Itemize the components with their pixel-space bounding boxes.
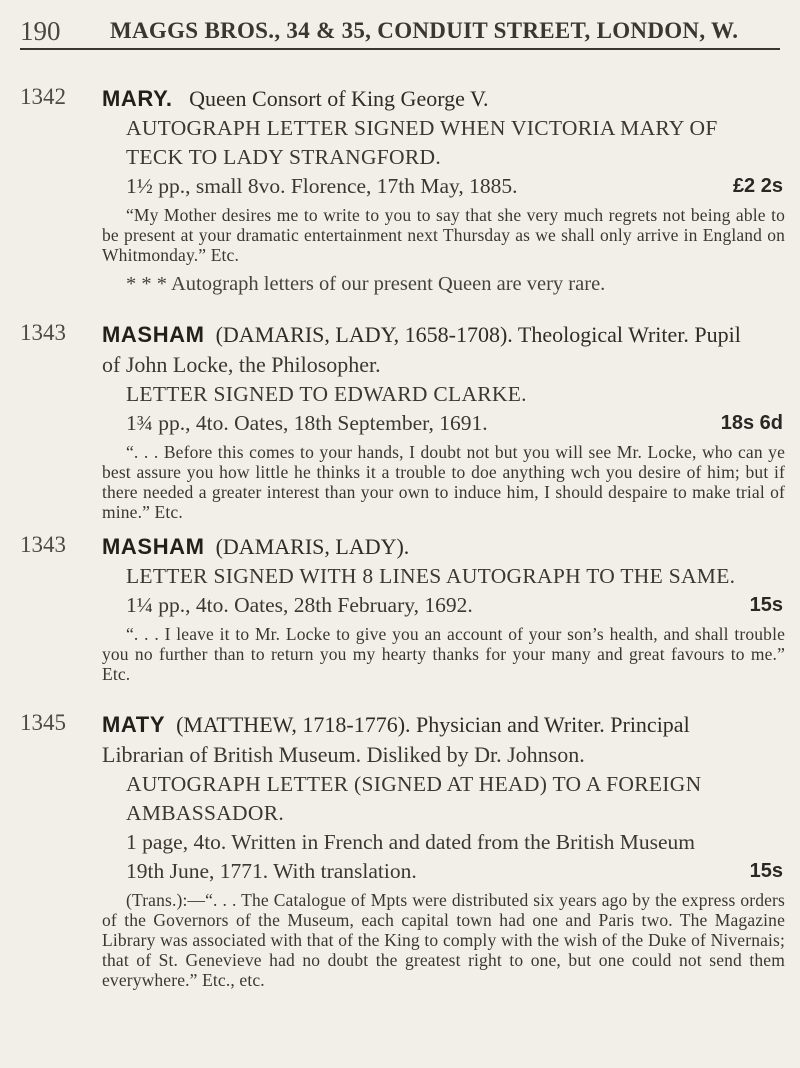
entry-name: MASHAM (102, 322, 205, 347)
lot-number: 1343 (20, 320, 66, 345)
letter-title: AUTOGRAPH LETTER SIGNED WHEN VICTORIA MARY OF (126, 116, 718, 140)
entry-description: (DAMARIS, LADY, 1658-1708). Theological Writer. Pupil (215, 322, 741, 347)
entry-name: MARY. (102, 86, 173, 111)
lot-number: 1345 (20, 710, 66, 735)
letter-title: LETTER SIGNED WITH 8 LINES AUTOGRAPH TO THE SAME. (126, 564, 736, 588)
letter-quote: “. . . Before this comes to your hands, I doubt not but you will see Mr. Locke, who can ye best assure you how little he thinks it a trouble to doe anything wch you desire of him; but if there needed a greater interest than your own to induce him, I should despaire to make trial of mine.” Etc. (102, 442, 785, 522)
format-details: 1¾ pp., 4to. Oates, 18th September, 1691. (126, 411, 488, 435)
entry-description: Librarian of British Museum. Disliked by Dr. Johnson. (102, 742, 585, 767)
entry-description: (MATTHEW, 1718-1776). Physician and Writer. Principal (176, 712, 690, 737)
format-line (102, 828, 785, 886)
entry-description: (DAMARIS, LADY). (215, 534, 410, 559)
editorial-note: * * * Autograph letters of our present Queen are very rare. (126, 273, 606, 295)
entry-description: Queen Consort of King George V. (189, 86, 489, 111)
publisher-heading: MAGGS BROS., 34 & 35, CONDUIT STREET, LONDON, W. (110, 18, 739, 43)
price: 15s (749, 860, 783, 882)
lot-number: 1342 (20, 84, 66, 109)
price: 15s (749, 594, 783, 616)
lot-number: 1343 (20, 532, 66, 557)
letter-quote: “My Mother desires me to write to you to say that she very much regrets not being able to be present at your dramatic entertainment next Thursday as we shall only arrive in England on Whitmonday.” Etc. (102, 205, 785, 265)
format-line (102, 591, 785, 620)
letter-title: TECK TO LADY STRANGFORD. (126, 145, 441, 169)
entry-name: MATY (102, 712, 166, 737)
page-number: 190 (20, 16, 61, 46)
letter-quote: (Trans.):—“. . . The Catalogue of Mpts were distributed six years ago by the express orders of the Governors of the Museum, each capital town had one and Paris two. The Magazine Library was associated with that of the King to comply with the wish of the Duke of Nivernais; that of St. Genevieve had no doubt the greatest right to one, but one could not send them everywhere.” Etc., etc. (102, 890, 785, 990)
price: 18s 6d (720, 412, 783, 434)
letter-title: LETTER SIGNED TO EDWARD CLARKE. (126, 382, 527, 406)
format-line (102, 172, 785, 201)
format-details: 1½ pp., small 8vo. Florence, 17th May, 1885. (126, 174, 518, 198)
format-line (102, 409, 785, 438)
format-details: 1 page, 4to. Written in French and dated from the British Museum 19th June, 1771. With translation. (126, 830, 695, 883)
entry-description: of John Locke, the Philosopher. (102, 352, 381, 377)
letter-title: AUTOGRAPH LETTER (SIGNED AT HEAD) TO A FOREIGN (126, 772, 702, 796)
letter-quote: “. . . I leave it to Mr. Locke to give you an account of your son’s health, and shall trouble you no further than to return you my hearty thanks for your many and great favours to me.” Etc. (102, 624, 785, 684)
running-head (20, 14, 780, 50)
entry-name: MASHAM (102, 534, 205, 559)
format-details: 1¼ pp., 4to. Oates, 28th February, 1692. (126, 593, 473, 617)
letter-title: AMBASSADOR. (126, 801, 285, 825)
price: £2 2s (732, 175, 783, 197)
